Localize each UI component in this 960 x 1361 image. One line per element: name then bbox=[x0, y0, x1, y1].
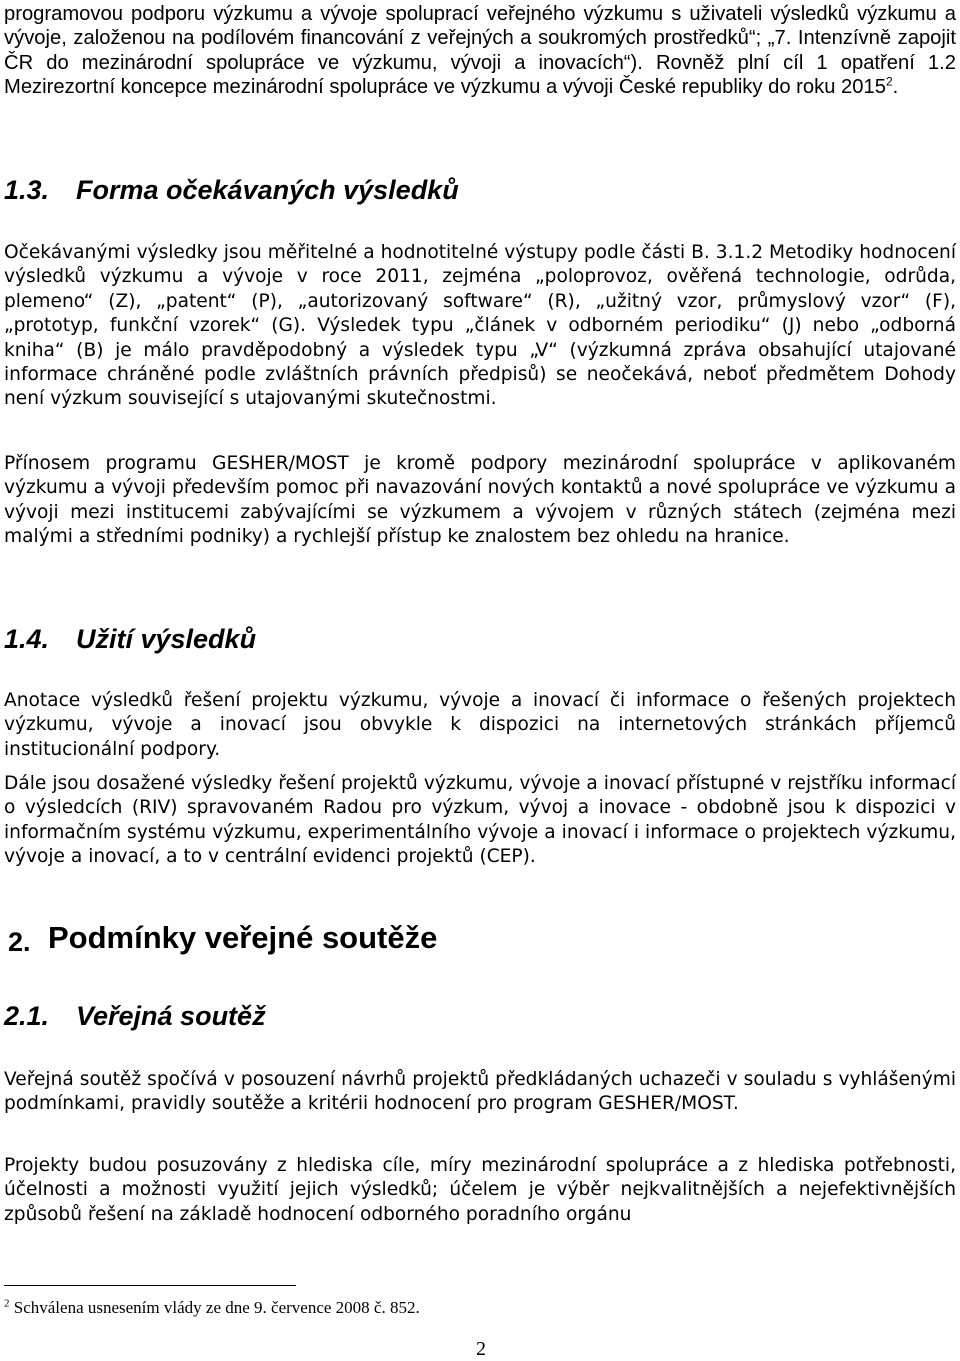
footnote-text: Schválena usnesením vlády ze dne 9. července 2008 č. 852. bbox=[13, 1298, 420, 1317]
footnote bbox=[4, 1298, 956, 1318]
section-heading-1-4 bbox=[4, 623, 956, 655]
intro-text-end: . bbox=[892, 76, 899, 99]
section-number: 1.4. bbox=[4, 624, 50, 654]
paragraph-annotation: Anotace výsledků řešení projektu výzkumu, vývoje a inovací či informace o řešených projektech výzkumu, vývoje a inovací jsou obvykle k dispozici na internetových stránkách příjemců institucionální podpory. bbox=[4, 690, 956, 760]
section-title: Užití výsledků bbox=[76, 624, 257, 654]
intro-paragraph bbox=[4, 2, 956, 100]
section-heading-1-3 bbox=[4, 174, 956, 206]
section-title: Veřejná soutěž bbox=[76, 1001, 266, 1031]
paragraph-evaluation: Projekty budou posuzovány z hlediska cíle, míry mezinárodní spolupráce a z hlediska potřebnosti, účelnosti a možnosti využití jejich výsledků; účelem je výběr nejkvalitnějších a nejefektivnějších způsobů řešení na základě hodnocení odborného poradního orgánu bbox=[4, 1155, 956, 1225]
chapter-heading-2 bbox=[4, 920, 956, 960]
paragraph-competition: Veřejná soutěž spočívá v posouzení návrhů projektů předkládaných uchazeči v souladu s vyhlášenými podmínkami, pravidly soutěže a kritérii hodnocení pro program GESHER/MOST. bbox=[4, 1069, 956, 1115]
intro-text-1: programovou podporu výzkumu a vývoje spoluprací veřejného výzkumu s uživateli výsledků výzkumu a vývoje, založenou na podílovém financování z veřejných a soukromých prostředků“; „7. Intenzívně zapojit ČR do mezinárodní spolupráce ve výzkumu, vývoji a inovacích“). bbox=[4, 3, 956, 74]
paragraph-program-benefit: Přínosem programu GESHER/MOST je kromě podpory mezinárodní spolupráce v aplikovaném výzkumu a vývoji především pomoc při navazování nových kontaktů a nové spolupráce ve výzkumu a vývoji mezi institucemi zabývajícími se výzkumem a vývojem v různých státech (zejména mezi malými a středními podniky) a rychlejší přístup ke znalostem bez ohledu na hranice. bbox=[4, 453, 956, 548]
intro-text-2: Rovněž plní cíl 1 opatření 1.2 Mezirezortní koncepce mezinárodní spolupráce ve výzkumu a vývoji České republiky do roku 2015 bbox=[4, 51, 956, 99]
section-title: Forma očekávaných výsledků bbox=[76, 175, 459, 205]
chapter-number: 2. bbox=[8, 927, 31, 957]
chapter-title: Podmínky veřejné soutěže bbox=[48, 920, 438, 955]
footnote-reference: 2 bbox=[885, 74, 893, 89]
section-number: 2.1. bbox=[4, 1001, 50, 1031]
page-number: 2 bbox=[476, 1338, 486, 1360]
paragraph-expected-results: Očekávanými výsledky jsou měřitelné a hodnotitelné výstupy podle části B. 3.1.2 Metodiky hodnocení výsledků výzkumu a vývoje v roce 2011, zejména „poloprovoz, ověřená technologie, odrůda, plemeno“ (Z), „patent“ (P), „autorizovaný software“ (R), „užitný vzor, průmyslový vzor“ (F), „prototyp, funkční vzorek“ (G). Výsledek typu „článek v odborném periodiku“ (J) nebo „odborná kniha“ (B) je málo pravděpodobný a výsledek typu „V“ (výzkumná zpráva obsahující utajované informace chráněné podle zvláštních právních předpisů) se neočekává, neboť předmětem Dohody není výzkum související s utajovanými skutečnostmi. bbox=[4, 242, 956, 410]
section-heading-2-1 bbox=[4, 1000, 956, 1032]
paragraph-riv: Dále jsou dosažené výsledky řešení projektů výzkumu, vývoje a inovací přístupné v rejstříku informací o výsledcích (RIV) spravovaném Radou pro výzkum, vývoj a inovace - obdobně jsou k dispozici v informačním systému výzkumu, experimentálního vývoje a inovací i informace o projektech výzkumu, vývoje a inovací, a to v centrální evidenci projektů (CEP). bbox=[4, 773, 956, 868]
section-number: 1.3. bbox=[4, 175, 50, 205]
footnote-mark: 2 bbox=[4, 1297, 10, 1310]
footnote-separator bbox=[4, 1285, 296, 1286]
